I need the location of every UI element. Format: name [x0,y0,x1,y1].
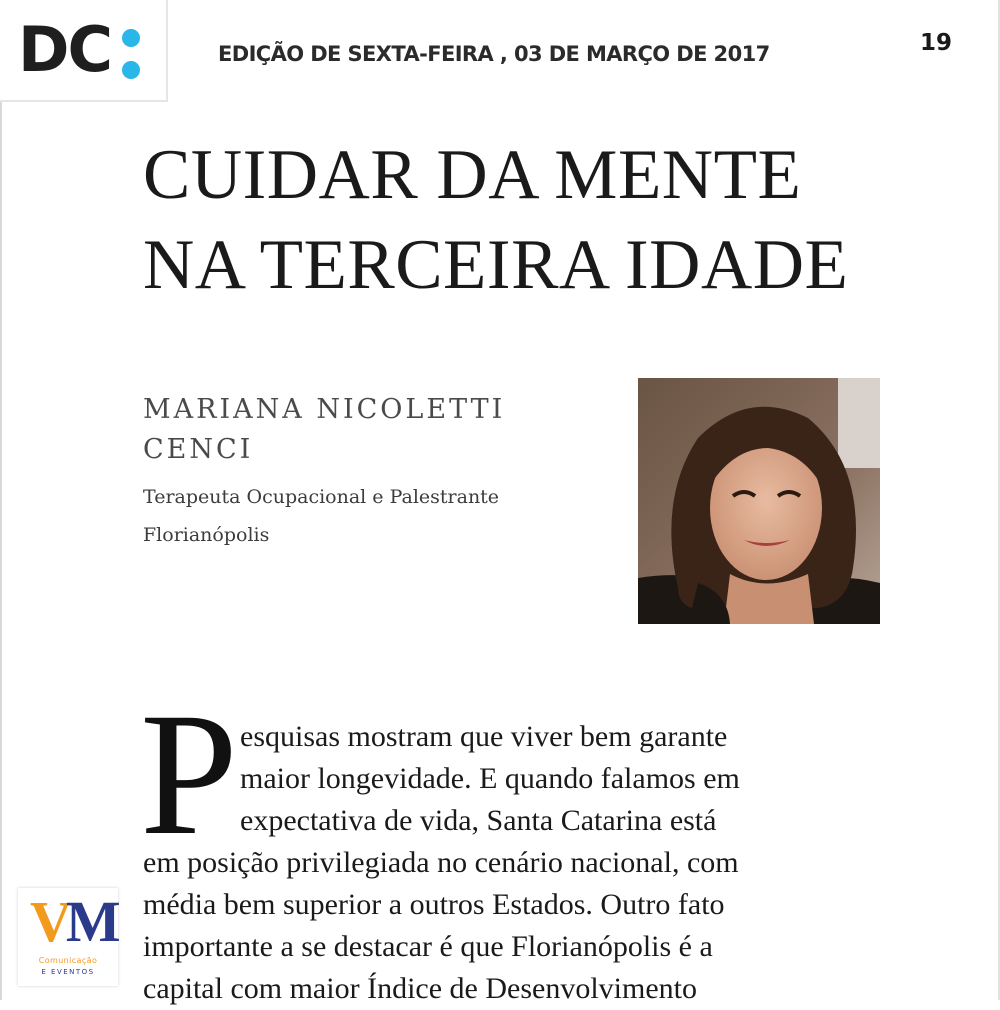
vm-logo-m: M [65,889,115,954]
author-portrait-photo [638,378,880,624]
drop-cap: P [140,677,238,872]
body-line: expectativa de vida, Santa Catarina está [240,804,717,837]
dc-logo-dot-top [122,29,140,47]
article-headline [143,130,848,310]
author-portrait-icon [638,378,880,624]
edition-date: EDIÇÃO DE SEXTA-FEIRA , 03 DE MARÇO DE 2017 [218,42,770,66]
body-line: em posição privilegiada no cenário nacional, com [143,846,739,879]
headline-line-1: CUIDAR DA MENTE [143,136,802,214]
dc-logo[interactable] [0,0,168,102]
vm-logo-line-1: Comunicação [38,956,98,965]
vm-logo-line-2: E EVENTOS [41,968,95,976]
author-name-line-1: MARIANA NICOLETTI [143,394,506,425]
body-line: média bem superior a outros Estados. Outro fato [143,888,725,921]
body-line: esquisas mostram que viver bem garante [240,720,728,753]
author-city: Florianópolis [143,524,270,546]
author-name-line-2: CENCI [143,434,254,465]
body-line: capital com maior Índice de Desenvolvimento [143,972,697,1005]
dc-logo-text: DC [18,13,111,86]
page-number: 19 [920,30,953,56]
headline-line-2: NA TERCEIRA IDADE [143,226,849,304]
dc-logo-dot-bottom [122,61,140,79]
author-role: Terapeuta Ocupacional e Palestrante [143,486,500,508]
body-line: maior longevidade. E quando falamos em [240,762,740,795]
author-name [143,390,603,470]
page-border-left [0,100,2,1000]
body-line: importante a se destacar é que Florianópolis é a [143,930,713,963]
vm-logo-v: V [30,889,66,954]
vm-comunicacao-logo [18,888,118,986]
vm-logo-letters [30,889,115,954]
